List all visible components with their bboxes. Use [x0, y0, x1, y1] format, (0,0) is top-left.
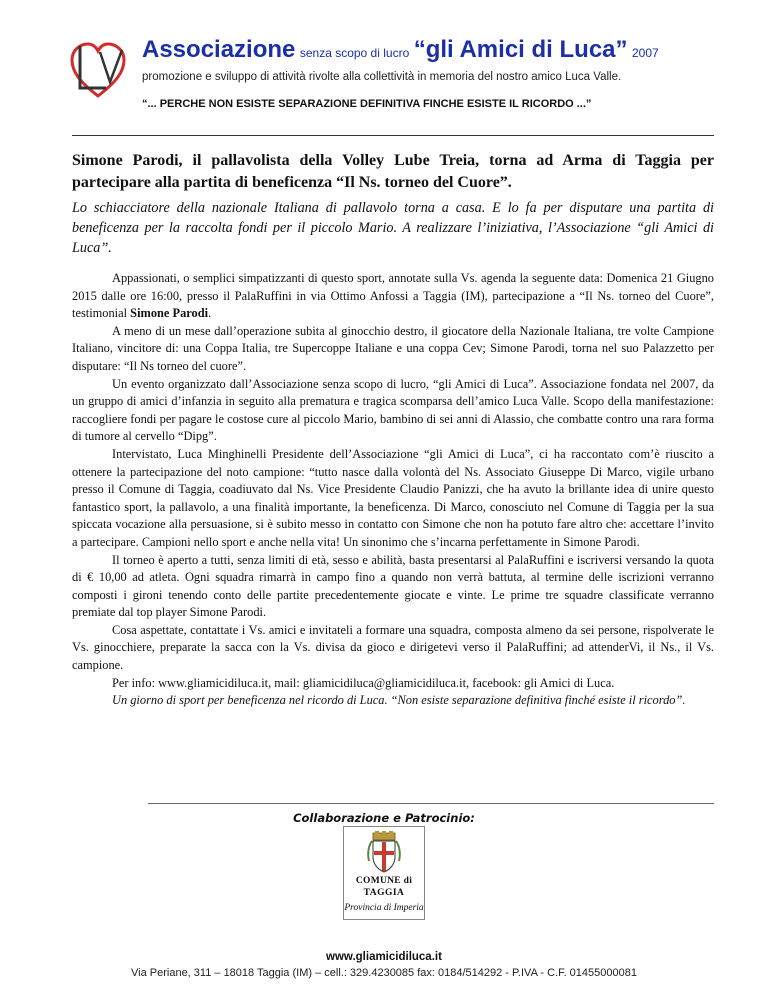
header-motto: “... PERCHE NON ESISTE SEPARAZIONE DEFINITIVA FINCHE ESISTE IL RICORDO ...”: [142, 98, 592, 110]
paragraph-1: [72, 270, 714, 323]
crest-text-provincia: Provincia di Imperia: [344, 903, 424, 913]
paragraph-4: Intervistato, Luca Minghinelli Presidente dell’Associazione “gli Amici di Luca”, ci ha raccontato com’è riuscito a ottenere la partecipazione del noto campione: “tutto nasce dalla volontà del Ns. Associato Giuseppe Di Marco, vigile urbano presso il Comune di Taggia, coadiuvato dal Ns. Vice Presidente Claudio Panizzi, che ha avuto la brillante idea di unire questo fantastico sport, la pallavolo, a una finalità importante, la beneficenza. Di Marco, conosciuto nel Comune di Taggia per la sua spiccata vocazione alla persuasione, si è subito messo in contatto con Simone che non ha potuto fare altro che: accettare l’invito a partecipare. Campioni nello sport e anche nella vita! Un sinonimo che s’incarna perfettamente in Simone Parodi.: [72, 446, 714, 549]
title-small: senza scopo di lucro: [299, 46, 410, 60]
footer-website[interactable]: www.gliamicidiluca.it: [326, 951, 442, 963]
title-name: “gli Amici di Luca”: [413, 36, 628, 63]
testimonial-name: Simone Parodi: [130, 306, 209, 321]
article-body: [72, 270, 714, 710]
association-title: [142, 36, 659, 64]
crest-text-taggia: TAGGIA: [363, 888, 405, 898]
title-main: Associazione: [142, 36, 296, 63]
collaboration-label: Collaborazione e Patrocinio:: [293, 811, 475, 825]
paragraph-6: Cosa aspettate, contattate i Vs. amici e invitateli a formare una squadra, composta almeno da sei persone, rispolverate le Vs. ginocchiere, preparate la sacca con la Vs. divisa da gioco e dirigetevi verso il PalaRuffini; ad attenderVi, il Ns., il Vs. campione.: [72, 622, 714, 673]
paragraph-2: A meno di un mese dall’operazione subita al ginocchio destro, il giocatore della Nazionale Italiana, tre volte Campione Italiano, vincitore di: una Coppa Italia, tre Supercoppe Italiane e una coppa Cev; Simone Parodi, torna nel suo Palazzetto per disputare: “Il Ns torneo del cuore”.: [72, 323, 714, 373]
paragraph-5: Il torneo è aperto a tutti, senza limiti di età, sesso e abilità, basta presentarsi al PalaRuffini e iscriversi versando la quota di € 10,00 ad atleta. Ogni squadra rimarrà in campo fino a quando non verrà battuta, al termine delle iscrizioni verranno composti i gironi tenendo conto delle partite precedentemente giocate e vinte. Le prime tre squadre classificate verranno premiate dal top player Simone Parodi.: [72, 552, 714, 620]
footer-divider: [148, 803, 714, 804]
paragraph-1-end: .: [208, 306, 212, 321]
lv-heart-logo-icon: [66, 38, 130, 102]
paragraph-7: Per info: www.gliamicidiluca.it, mail: gliamicidiluca@gliamicidiluca.it, facebook: gli Amici di Luca.: [112, 675, 615, 690]
comune-taggia-crest-icon: [367, 831, 401, 875]
paragraph-closing: Un giorno di sport per beneficenza nel ricordo di Luca. “Non esiste separazione definitiva finché esiste il ricordo”.: [112, 693, 686, 708]
crest-text-comune: COMUNE di: [355, 876, 413, 886]
article: [72, 150, 714, 710]
drop-initial: A: [112, 271, 121, 285]
paragraph-3: Un evento organizzato dall’Associazione senza scopo di lucro, “gli Amici di Luca”. Associazione fondata nel 2007, da un gruppo di amici d’infanzia in seguito alla prematura e tragica scomparsa dell’amico Luca Valle. Scopo della manifestazione: raccogliere fondi per pagare le costose cure al piccolo Mario, bambino di sei anni di Alassio, che combatte contro una rara forma di tumore al cervello “Dipg”.: [72, 376, 714, 444]
article-headline: Simone Parodi, il pallavolista della Volley Lube Treia, torna ad Arma di Taggia per partecipare alla partita di beneficenza “Il Ns. torneo del Cuore”.: [72, 152, 714, 191]
title-year: 2007: [631, 46, 659, 60]
header-subtitle: promozione e sviluppo di attività rivolte alla collettività in memoria del nostro amico Luca Valle.: [142, 71, 622, 83]
paragraph-1-text: ppassionati, o semplici simpatizzanti di questo sport, annotate sulla Vs. agenda la seguente data: Domenica 21 Giugno 2015 dalle ore 16:00, presso il PalaRuffini in via Ottimo Anfossi a Taggia (IM), partecipazione a “Il Ns. torneo del Cuore”, testimonial: [72, 271, 714, 321]
comune-taggia-crest: [343, 826, 425, 920]
footer-contacts: Via Periane, 311 – 18018 Taggia (IM) – cell.: 329.4230085 fax: 0184/514292 - P.IVA - C.F. 01455000081: [131, 967, 637, 979]
article-lead: Lo schiacciatore della nazionale Italiana di pallavolo torna a casa. E lo fa per disputare una partita di beneficenza per la raccolta fondi per il piccolo Mario. A realizzare l’iniziativa, l’Associazione “gli Amici di Luca”.: [72, 200, 714, 256]
header-divider: [72, 135, 714, 136]
